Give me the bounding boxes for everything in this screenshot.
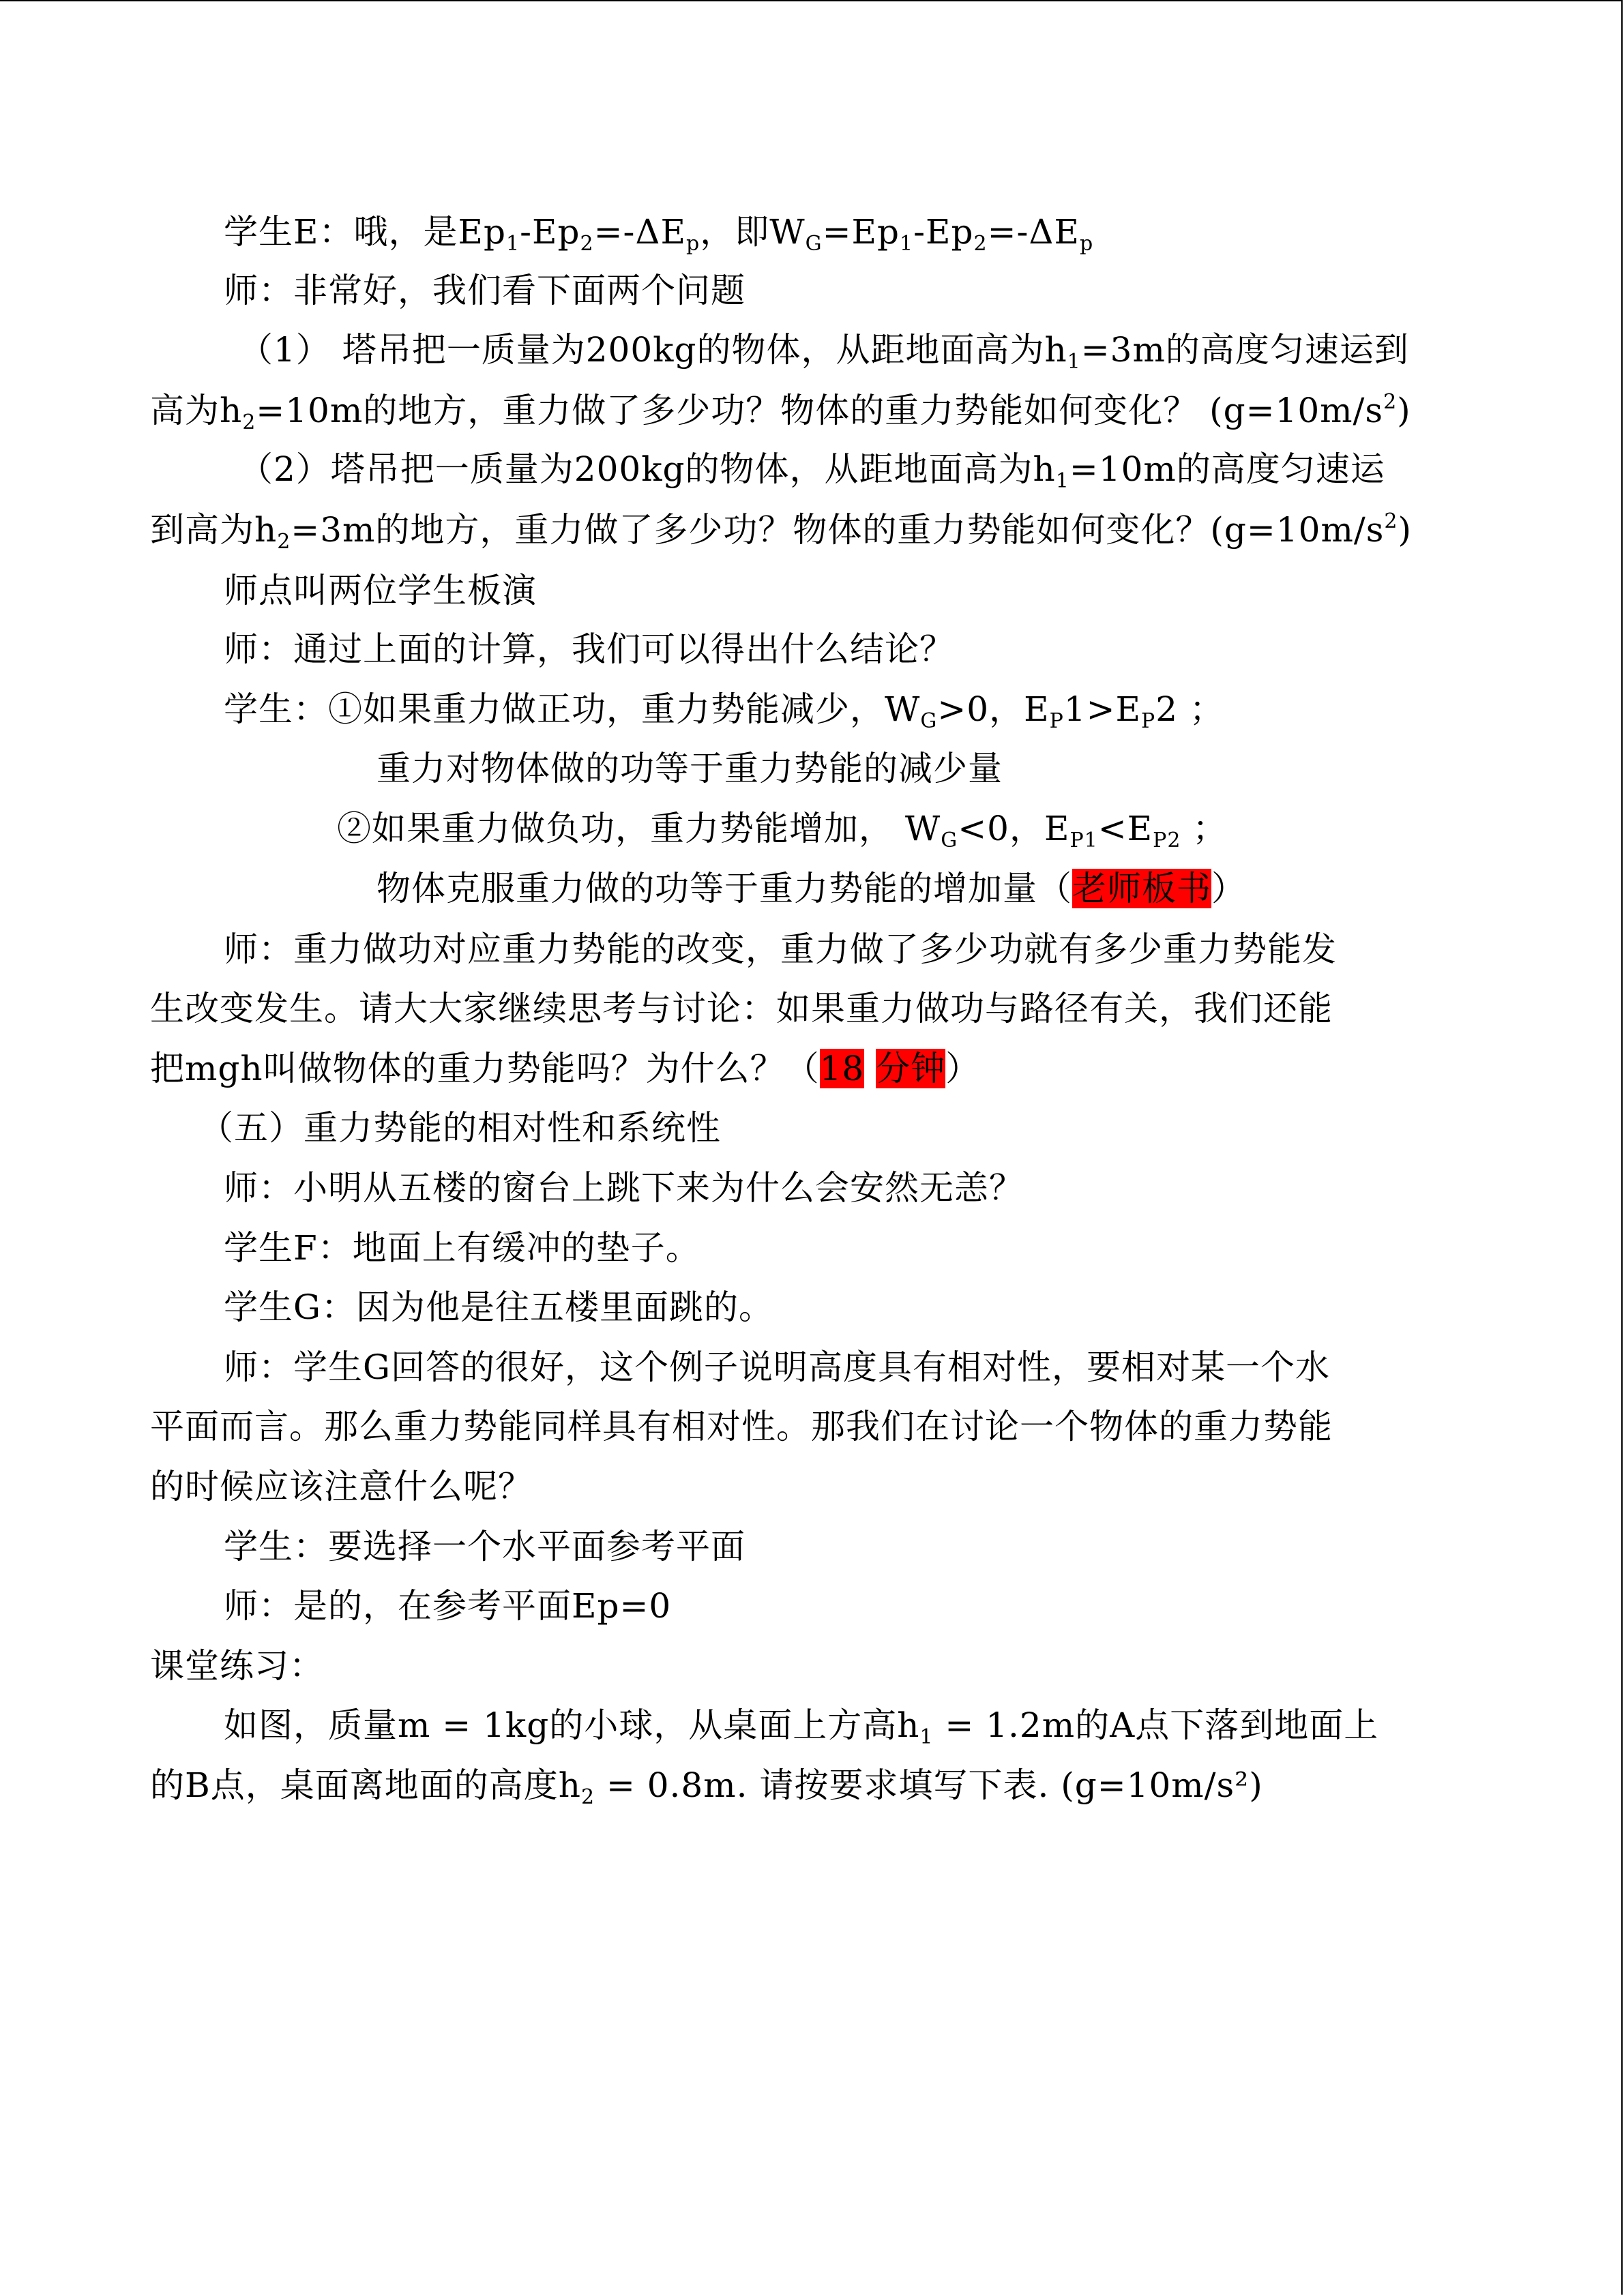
conclusion-2: ②如果重力做负功，重力势能增加， $W_G<0$，$E_{P1}<E_{P2}$ ； bbox=[337, 809, 1228, 852]
highlight-time-unit: 分钟 bbox=[876, 1049, 946, 1088]
teacher-relativity-line-2: 平面而言。那么重力势能同样具有相对性。那我们在讨论一个物体的重力势能 bbox=[150, 1407, 1333, 1446]
line-student-e: 学生E：哦，是$Ep_1-Ep_2=-\Delta E_p$，即$W_G=Ep_1-Ep_2=-\Delta E_p$ bbox=[224, 212, 1094, 256]
teacher-summary-line-2: 生改变发生。请大大家继续思考与讨论：如果重力做功与路径有关，我们还能 bbox=[150, 989, 1333, 1028]
conclusion-2-detail: 物体克服重力做的功等于重力势能的增加量（老师板书） bbox=[377, 869, 1246, 908]
line-student-reference: 学生：要选择一个水平面参考平面 bbox=[224, 1527, 745, 1566]
problem-1-line-1: （1） 塔吊把一质量为200kg的物体，从距地面高为$h_1=3m$的高度匀速运到 bbox=[239, 330, 1409, 374]
problem-2-line-1: （2）塔吊把一质量为200kg的物体，从距地面高为$h_1=10m$的高度匀速运 bbox=[239, 449, 1385, 493]
section-heading-5: （五）重力势能的相对性和系统性 bbox=[199, 1108, 721, 1148]
line-student-f: 学生F：地面上有缓冲的垫子。 bbox=[224, 1228, 700, 1268]
line-teacher-ep: 师：是的，在参考平面Ep=0 bbox=[224, 1586, 672, 1626]
line-teacher-question: 师：通过上面的计算，我们可以得出什么结论？ bbox=[224, 629, 954, 669]
teacher-relativity-line-1: 师：学生G回答的很好，这个例子说明高度具有相对性，要相对某一个水 bbox=[224, 1347, 1330, 1387]
line-teacher-xiaoming: 师：小明从五楼的窗台上跳下来为什么会安然无恙？ bbox=[224, 1168, 1024, 1208]
line-student-g: 学生G：因为他是往五楼里面跳的。 bbox=[224, 1287, 773, 1327]
line-teacher-intro: 师：非常好，我们看下面两个问题 bbox=[224, 271, 745, 310]
exercise-line-2: 的B点，桌面离地面的高度$h_2 = 0.8m$. 请按要求填写下表. (g=10m/s²) bbox=[150, 1765, 1263, 1809]
teacher-relativity-line-3: 的时候应该注意什么呢？ bbox=[150, 1467, 533, 1506]
conclusion-1: 学生：①如果重力做正功，重力势能减少，$W_G>0$，$E_P1>E_P2$ ； bbox=[224, 689, 1224, 733]
problem-2-line-2: 到高为$h_2=3m$的地方，重力做了多少功？物体的重力势能如何变化？$(g=10m/s^2)$ bbox=[150, 509, 1412, 554]
conclusion-1-detail: 重力对物体做的功等于重力势能的减少量 bbox=[377, 749, 1003, 788]
exercise-line-1: 如图，质量m = 1kg的小球，从桌面上方高$h_1 = 1.2m$的A点下落到地面上 bbox=[224, 1705, 1379, 1749]
highlight-board-note: 老师板书 bbox=[1072, 869, 1211, 908]
highlight-time-number: 18 bbox=[819, 1049, 865, 1088]
line-board-demo: 师点叫两位学生板演 bbox=[224, 571, 537, 610]
problem-1-line-2: 高为$h_2=10m$的地方，重力做了多少功？物体的重力势能如何变化？ $(g=10m/s^2)$ bbox=[150, 390, 1411, 434]
teacher-summary-line-1: 师：重力做功对应重力势能的改变，重力做了多少功就有多少重力势能发 bbox=[224, 929, 1337, 969]
section-practice: 课堂练习： bbox=[150, 1646, 324, 1686]
teacher-summary-line-3: 把mgh叫做物体的重力势能吗？为什么？（18 分钟） bbox=[150, 1049, 981, 1088]
